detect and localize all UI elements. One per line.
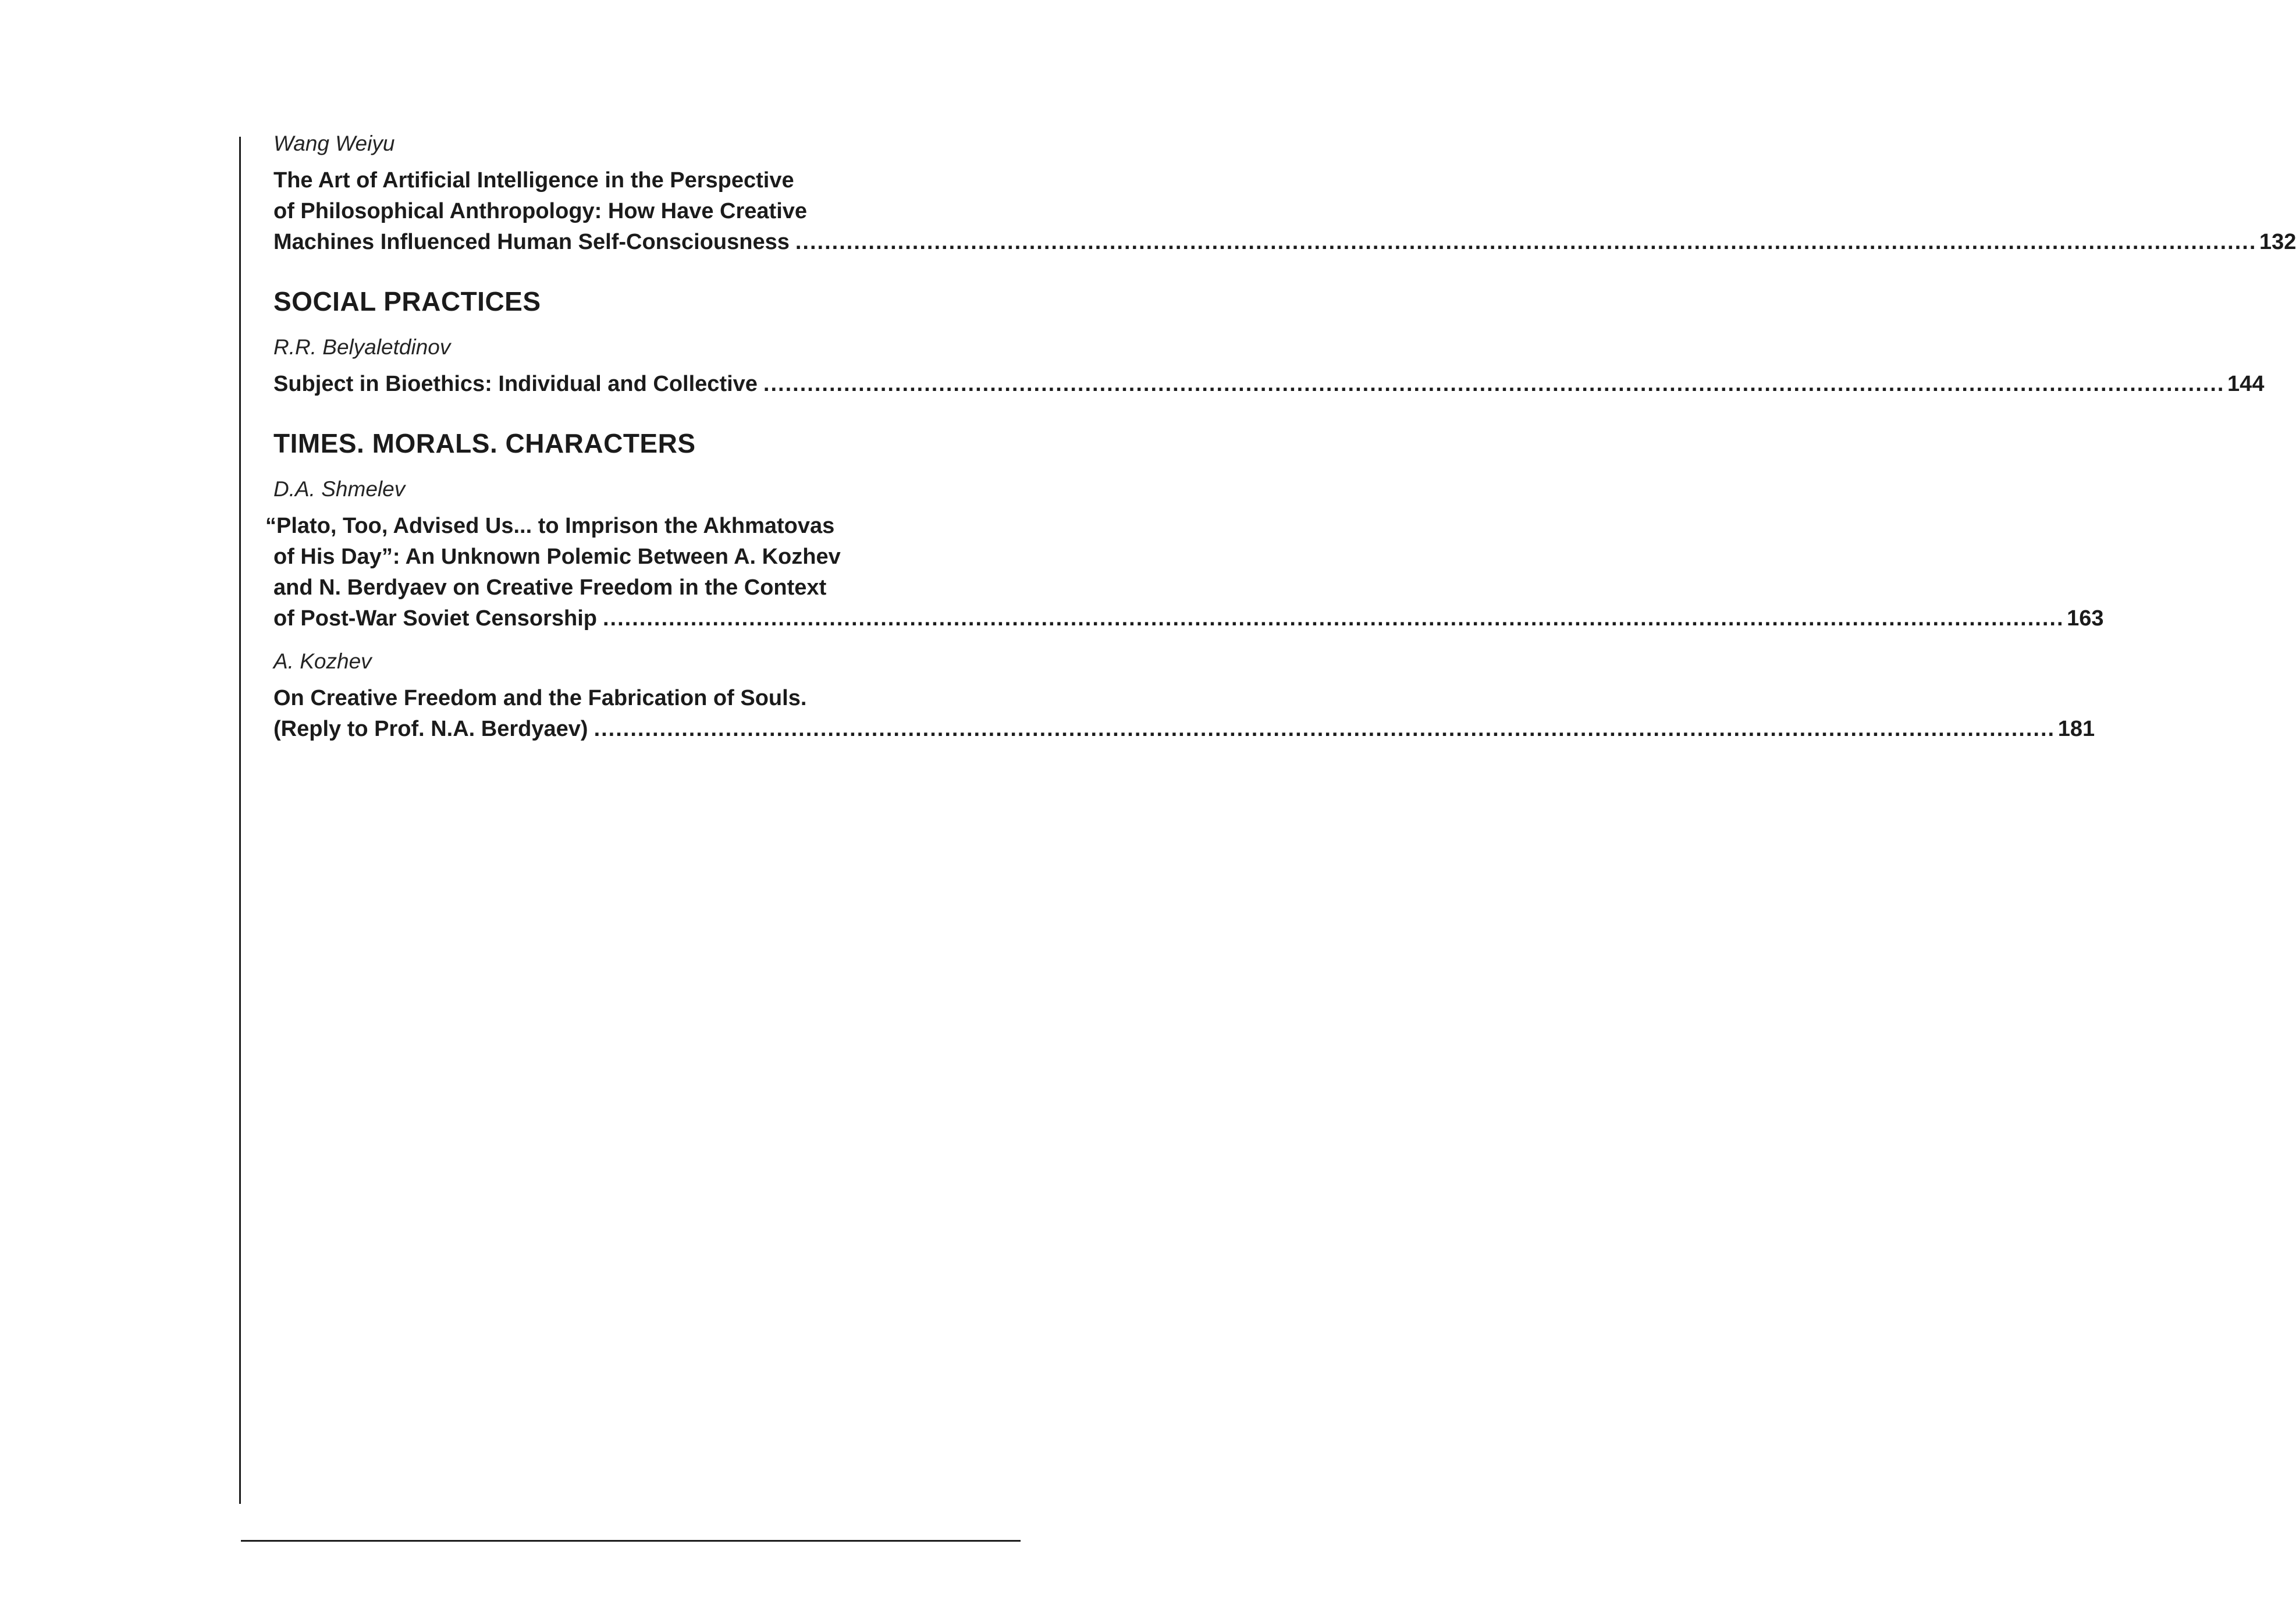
dot-leader: ........................................................................................................................................................................................................ — [603, 606, 2064, 631]
entry-title-text: Machines Influenced Human Self-Consciousness — [273, 230, 790, 254]
entry-title-line: The Art of Artificial Intelligence in the Perspective — [273, 168, 794, 193]
dot-leader: ........................................................................................................................................................................................................ — [795, 230, 2257, 254]
page-number: 181 — [2057, 717, 2095, 741]
page-number: 132 — [2259, 230, 2296, 254]
entry-title-line: of His Day”: An Unknown Polemic Between A. Kozhev — [273, 545, 841, 569]
toc-entry — [273, 647, 2095, 745]
entry-title-text: of Post-War Soviet Censorship — [273, 606, 597, 631]
page-number: 144 — [2227, 372, 2265, 396]
entry-title-text: Subject in Bioethics: Individual and Collective — [273, 372, 758, 396]
entry-author: D.A. Shmelev — [273, 477, 406, 501]
section-heading: SOCIAL PRACTICES — [273, 286, 541, 316]
footer-rule — [241, 1540, 1021, 1542]
toc-entry — [265, 475, 2104, 634]
entry-title-last-line — [273, 603, 2104, 634]
entry-title-last-line — [273, 714, 2095, 745]
entry-author: A. Kozhev — [273, 649, 372, 673]
entry-title-last-line — [273, 227, 2296, 258]
toc-entry — [273, 333, 2265, 400]
page-number: 163 — [2067, 606, 2104, 631]
section-heading: TIMES. MORALS. CHARACTERS — [273, 428, 696, 458]
vertical-rule — [239, 137, 241, 1504]
table-of-contents — [265, 129, 2296, 745]
entry-author: R.R. Belyaletdinov — [273, 335, 451, 359]
entry-title-text: (Reply to Prof. N.A. Berdyaev) — [273, 717, 588, 741]
dot-leader: ........................................................................................................................................................................................................ — [593, 717, 2056, 741]
entry-title-line: “Plato, Too, Advised Us... to Imprison the Akhmatovas — [265, 514, 835, 538]
dot-leader: ........................................................................................................................................................................................................ — [763, 372, 2225, 396]
entry-title-line: of Philosophical Anthropology: How Have Creative — [273, 199, 808, 223]
entry-author: Wang Weiyu — [273, 131, 395, 155]
entry-title-last-line — [273, 369, 2265, 400]
entry-title-line: and N. Berdyaev on Creative Freedom in the Context — [273, 575, 827, 600]
toc-entry — [273, 129, 2296, 258]
entry-title-line: On Creative Freedom and the Fabrication of Souls. — [273, 686, 807, 710]
